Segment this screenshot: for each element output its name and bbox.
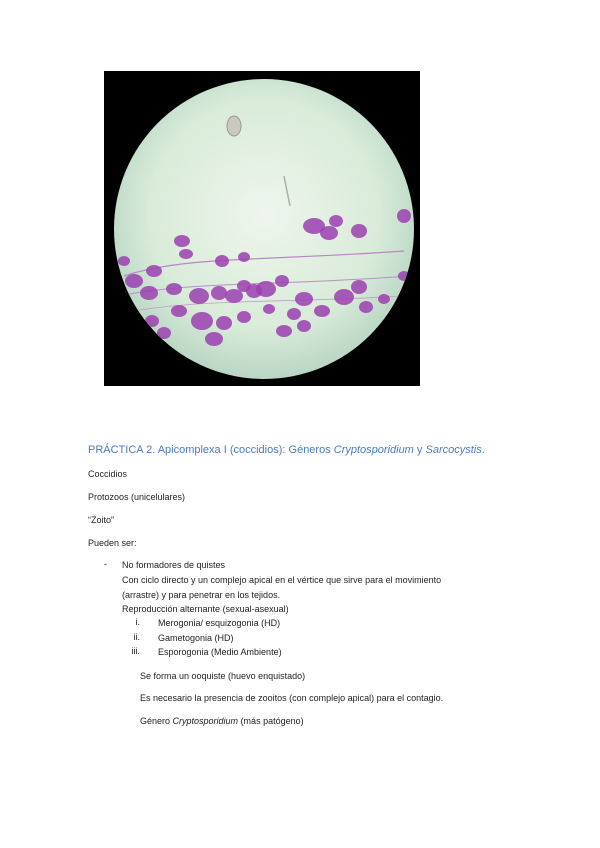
stained-cell	[140, 286, 158, 300]
stained-cell	[320, 226, 338, 240]
stained-cell	[314, 305, 330, 317]
stained-cell	[287, 308, 301, 320]
note-genero: Género Cryptosporidium (más patógeno)	[140, 716, 304, 726]
stained-cell	[276, 325, 292, 337]
note-ooquiste: Se forma un ooquiste (huevo enquistado)	[140, 671, 306, 681]
sublist-number: iii.	[131, 646, 140, 656]
stained-cell	[256, 281, 276, 297]
stained-cell	[189, 288, 209, 304]
stained-cell	[351, 280, 367, 294]
sublist-item: Merogonia/ esquizogonia (HD)	[158, 618, 281, 628]
stained-cell	[359, 301, 373, 313]
note-contagio: Es necesario la presencia de zooitos (con complejo apical) para el contagio.	[140, 693, 444, 703]
sublist-number: ii.	[133, 632, 140, 642]
stained-cell	[216, 316, 232, 330]
stained-cell	[329, 215, 343, 227]
list-bullet: -	[104, 559, 107, 569]
stained-cell	[275, 275, 289, 287]
stained-cell	[297, 320, 311, 332]
sublist-item: Esporogonia (Medio Ambiente)	[158, 647, 282, 657]
practice-heading: PRÁCTICA 2. Apicomplexa I (coccidios): Géneros Cryptosporidium y Sarcocystis.	[88, 444, 485, 456]
microscope-photo	[104, 71, 420, 386]
stained-cell	[237, 280, 251, 292]
stained-cell	[225, 289, 243, 303]
stained-cell	[125, 274, 143, 288]
stained-cell	[295, 292, 313, 306]
list-item-title: No formadores de quistes	[122, 560, 226, 570]
stained-cell	[191, 312, 213, 330]
sublist-item: Gametogonia (HD)	[158, 633, 234, 643]
stained-cell	[205, 332, 223, 346]
stained-cell	[334, 289, 354, 305]
stained-cell	[211, 286, 227, 300]
stained-cell	[263, 304, 275, 314]
text-coccidios: Coccidios	[88, 469, 128, 479]
stained-cell	[215, 255, 229, 267]
stained-cell	[146, 265, 162, 277]
stained-cell	[237, 311, 251, 323]
stained-cell	[174, 235, 190, 247]
text-protozoos: Protozoos (unicelulares)	[88, 492, 186, 502]
stained-cell	[351, 224, 367, 238]
stained-cell	[171, 305, 187, 317]
list-item-repro: Reproducción alternante (sexual-asexual)	[122, 604, 289, 614]
text-pueden-ser: Pueden ser:	[88, 538, 137, 548]
stained-cell	[166, 283, 182, 295]
stained-cell	[238, 252, 250, 262]
sublist-number: i.	[135, 617, 140, 627]
text-zoito: “Zoito”	[88, 515, 115, 525]
list-item-desc-1: Con ciclo directo y un complejo apical en el vértice que sirve para el movimiento	[122, 575, 442, 585]
stained-cell	[378, 294, 390, 304]
stained-cell	[179, 249, 193, 259]
stained-cell	[118, 256, 130, 266]
list-item-desc-2: (arrastre) y para penetrar en los tejidos.	[122, 590, 281, 600]
stained-cell	[397, 209, 411, 223]
